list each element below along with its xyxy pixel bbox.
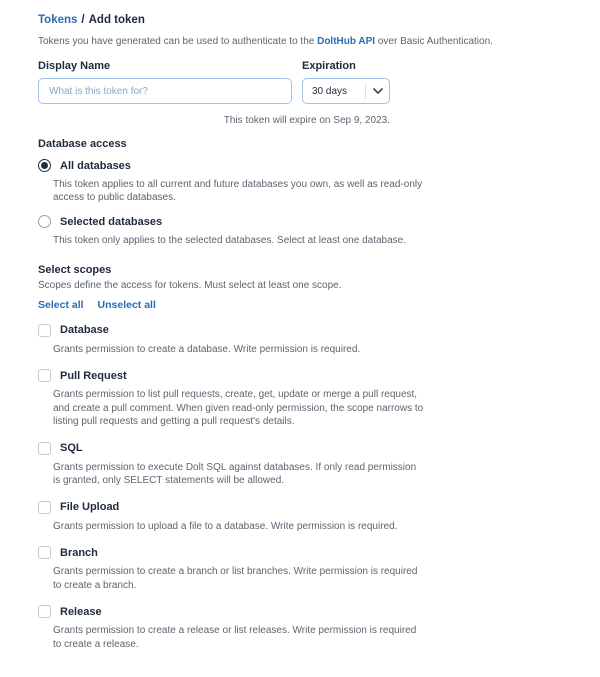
expiration-select[interactable] xyxy=(302,78,390,104)
select-scopes-section xyxy=(38,264,600,652)
scope-head-branch[interactable] xyxy=(38,546,600,559)
chevron-down-icon xyxy=(366,88,389,94)
radio-option-all-databases[interactable] xyxy=(38,159,600,172)
intro-text xyxy=(38,36,600,47)
selected-databases-description: This token only applies to the selected databases. Select at least one database. xyxy=(53,235,407,247)
expiration-field xyxy=(302,60,390,104)
select-scopes-subtitle: Scopes define the access for tokens. Must select at least one scope. xyxy=(38,279,342,291)
release-checkbox[interactable] xyxy=(38,605,51,618)
breadcrumb-current: Add token xyxy=(88,14,145,26)
pull-request-scope-label: Pull Request xyxy=(60,369,127,382)
scope-head-database[interactable] xyxy=(38,324,600,337)
unselect-all-link[interactable]: Unselect all xyxy=(97,298,156,311)
scope-item-file-upload xyxy=(38,501,600,534)
display-name-label: Display Name xyxy=(38,60,111,72)
branch-checkbox[interactable] xyxy=(38,546,51,559)
scope-item-pull-request xyxy=(38,369,600,429)
intro-post: over Basic Authentication. xyxy=(375,36,493,47)
radio-option-selected-databases[interactable] xyxy=(38,215,600,228)
branch-scope-label: Branch xyxy=(60,546,98,559)
release-scope-description: Grants permission to create a release or list releases. Write permission is required to create a release. xyxy=(53,625,417,650)
database-scope-description: Grants permission to create a database. Write permission is required. xyxy=(53,343,361,355)
database-access-heading: Database access xyxy=(38,138,127,150)
file-upload-scope-description: Grants permission to upload a file to a database. Write permission is required. xyxy=(53,520,398,532)
file-upload-scope-label: File Upload xyxy=(60,501,120,514)
intro-pre: Tokens you have generated can be used to authenticate to the xyxy=(38,36,318,47)
sql-checkbox[interactable] xyxy=(38,442,51,455)
scope-head-pull-request[interactable] xyxy=(38,369,600,382)
release-scope-label: Release xyxy=(60,605,102,618)
pull-request-checkbox[interactable] xyxy=(38,369,51,382)
expire-note: This token will expire on Sep 9, 2023. xyxy=(223,115,390,126)
breadcrumb-separator: / xyxy=(81,14,85,26)
display-name-input[interactable] xyxy=(38,78,292,104)
expiration-label: Expiration xyxy=(302,60,356,72)
expiration-selected-value: 30 days xyxy=(312,85,348,97)
scope-head-sql[interactable] xyxy=(38,442,600,455)
breadcrumb xyxy=(38,14,600,26)
scope-head-file-upload[interactable] xyxy=(38,501,600,514)
selected-databases-label: Selected databases xyxy=(60,215,163,228)
scope-item-branch xyxy=(38,546,600,592)
scope-head-release[interactable] xyxy=(38,605,600,618)
token-form-row xyxy=(38,60,390,104)
scopes-links-row xyxy=(38,299,600,311)
database-access-section xyxy=(38,138,600,248)
display-name-field xyxy=(38,60,292,104)
scope-item-database xyxy=(38,324,600,357)
scope-item-release xyxy=(38,605,600,651)
all-databases-description: This token applies to all current and future databases you own, as well as read-only access to public databases. xyxy=(53,179,423,204)
sql-scope-label: SQL xyxy=(60,442,83,455)
file-upload-checkbox[interactable] xyxy=(38,501,51,514)
scope-item-sql xyxy=(38,442,600,488)
database-scope-label: Database xyxy=(60,324,109,337)
all-databases-radio[interactable] xyxy=(38,159,51,172)
branch-scope-description: Grants permission to create a branch or list branches. Write permission is required to create a branch. xyxy=(53,566,418,591)
database-checkbox[interactable] xyxy=(38,324,51,337)
select-scopes-heading: Select scopes xyxy=(38,263,112,276)
breadcrumb-tokens-link[interactable]: Tokens xyxy=(38,14,78,26)
all-databases-label: All databases xyxy=(60,159,131,172)
select-all-link[interactable]: Select all xyxy=(38,298,84,311)
selected-databases-radio[interactable] xyxy=(38,215,51,228)
sql-scope-description: Grants permission to execute Dolt SQL against databases. If only read permission is granted, only SELECT statements will be allowed. xyxy=(53,461,417,487)
pull-request-scope-description: Grants permission to list pull requests, create, get, update or merge a pull request, and create a pull comment. When given read-only permission, the scope narrows to listing pull requests and getting a pull request's details. xyxy=(53,389,424,428)
dolthub-api-link[interactable]: DoltHub API xyxy=(317,36,376,47)
